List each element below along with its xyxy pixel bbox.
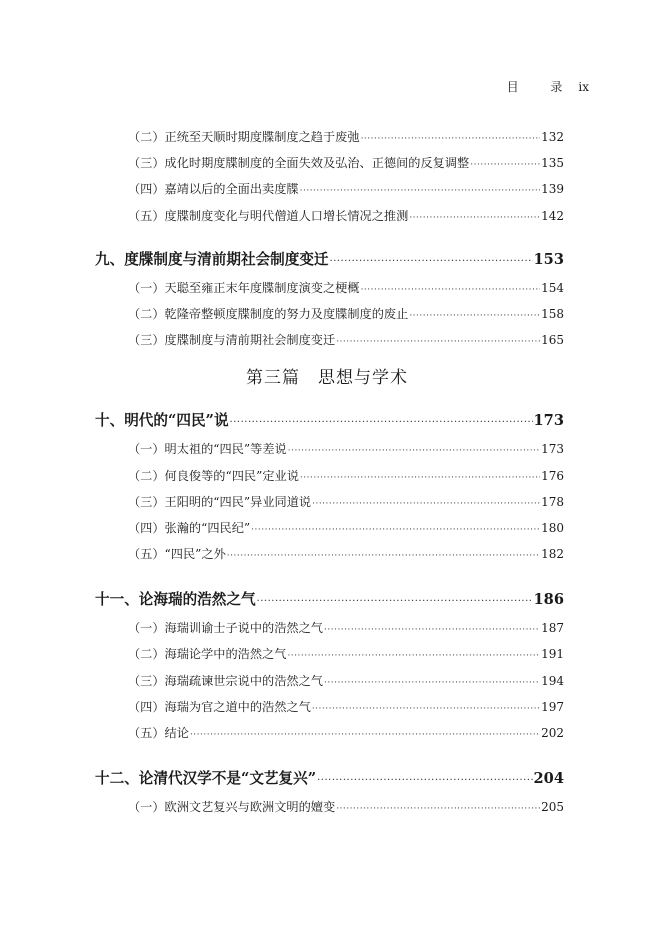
toc-entry[interactable] [90, 515, 564, 541]
toc-chapter-label: 十、明代的“四民”说 [95, 412, 229, 430]
toc-entry-label: （五）“四民”之外 [128, 547, 226, 562]
part-title: 第三篇 思想与学术 [246, 368, 408, 389]
toc-entry[interactable] [90, 489, 564, 515]
toc-entry[interactable] [90, 694, 564, 720]
leader-dots [409, 301, 540, 329]
toc-entry-label: （三）度牒制度与清前期社会制度变迁 [128, 333, 336, 348]
toc-chapter-page: 173 [533, 412, 564, 430]
leader-dots [300, 176, 540, 204]
leader-dots [409, 203, 540, 231]
toc-entry[interactable] [90, 275, 564, 301]
leader-dots [287, 641, 540, 669]
leader-dots [230, 406, 533, 438]
table-of-contents [90, 124, 564, 820]
toc-chapter-page: 204 [533, 770, 564, 788]
toc-entry-label: （一）天聪至雍正末年度牒制度演变之梗概 [128, 280, 360, 295]
toc-entry-label: （二）何良俊等的“四民”定业说 [128, 468, 299, 483]
leader-dots [190, 720, 540, 748]
toc-entry-label: （二）海瑞论学中的浩然之气 [128, 647, 287, 662]
toc-chapter[interactable] [90, 245, 564, 275]
toc-entry-page: 142 [541, 208, 564, 223]
toc-entry[interactable] [90, 720, 564, 746]
toc-entry-page: 135 [541, 156, 564, 171]
toc-entry-label: （四）海瑞为官之道中的浩然之气 [128, 699, 311, 714]
toc-entry-page: 180 [541, 520, 564, 535]
toc-entry-page: 202 [541, 726, 564, 740]
leader-dots [288, 436, 540, 464]
leader-dots [251, 515, 540, 543]
leader-dots [361, 275, 541, 303]
leader-dots [317, 764, 532, 796]
toc-entry-page: 176 [541, 468, 564, 483]
toc-entry-page: 191 [541, 647, 564, 662]
toc-entry-page: 132 [541, 130, 564, 144]
leader-dots [470, 150, 540, 178]
toc-entry-page: 158 [541, 306, 564, 321]
leader-dots [324, 615, 540, 643]
toc-entry[interactable] [90, 668, 564, 694]
toc-entry[interactable] [90, 176, 564, 202]
toc-entry-label: （三）王阳明的“四民”异业同道说 [128, 494, 312, 509]
toc-entry[interactable] [90, 124, 564, 150]
toc-entry[interactable] [90, 436, 564, 462]
toc-entry-label: （二）正统至天顺时期度牒制度之趋于废弛 [128, 130, 360, 144]
toc-entry-label: （四）嘉靖以后的全面出卖度牒 [128, 182, 299, 197]
toc-entry-page: 173 [541, 442, 564, 457]
header-page-number: ix [578, 80, 589, 94]
toc-entry[interactable] [90, 794, 564, 820]
toc-entry[interactable] [90, 327, 564, 353]
toc-chapter-label: 十二、论清代汉学不是“文艺复兴” [95, 770, 317, 788]
toc-entry[interactable] [90, 203, 564, 229]
toc-entry-label: （一）欧洲文艺复兴与欧洲文明的嬗变 [128, 800, 336, 815]
toc-chapter[interactable] [90, 406, 564, 436]
toc-entry-page: 178 [541, 494, 564, 509]
leader-dots [330, 245, 533, 277]
leader-dots [312, 694, 540, 722]
toc-entry-page: 139 [541, 182, 564, 197]
toc-entry-label: （二）乾隆帝整顿度牒制度的努力及度牒制度的废止 [128, 306, 409, 321]
toc-entry-label: （三）海瑞疏谏世宗说中的浩然之气 [128, 673, 323, 688]
toc-entry-label: （一）海瑞训谕士子说中的浩然之气 [128, 621, 323, 636]
toc-entry-page: 182 [541, 547, 564, 562]
toc-entry-label: （三）成化时期度牒制度的全面失效及弘治、正德间的反复调整 [128, 156, 470, 171]
toc-entry[interactable] [90, 615, 564, 641]
toc-chapter-label: 九、度牒制度与清前期社会制度变迁 [95, 250, 329, 268]
toc-entry-page: 197 [541, 699, 564, 714]
toc-entry-label: （一）明太祖的“四民”等差说 [128, 442, 287, 457]
toc-chapter[interactable] [90, 764, 564, 794]
toc-entry-page: 205 [541, 800, 564, 815]
toc-entry-label: （五）度牒制度变化与明代僧道人口增长情况之推测 [128, 208, 409, 223]
leader-dots [257, 585, 533, 617]
toc-entry-page: 194 [541, 673, 564, 688]
leader-dots [324, 668, 540, 696]
leader-dots [361, 124, 541, 152]
toc-entry[interactable] [90, 301, 564, 327]
toc-chapter-page: 186 [533, 591, 564, 609]
toc-entry-page: 187 [541, 621, 564, 636]
leader-dots [336, 327, 540, 355]
toc-chapter[interactable] [90, 585, 564, 615]
toc-entry-label: （五）结论 [128, 726, 189, 740]
running-header [507, 78, 589, 95]
leader-dots [336, 794, 540, 822]
toc-chapter-page: 153 [533, 250, 564, 268]
leader-dots [312, 489, 540, 517]
toc-entry-label: （四）张瀚的“四民纪” [128, 520, 251, 535]
leader-dots [227, 541, 540, 569]
toc-chapter-label: 十一、论海瑞的浩然之气 [95, 591, 256, 609]
toc-entry[interactable] [90, 150, 564, 176]
toc-entry[interactable] [90, 463, 564, 489]
toc-entry[interactable] [90, 641, 564, 667]
leader-dots [300, 463, 540, 491]
toc-entry-page: 165 [541, 333, 564, 348]
toc-entry-page: 154 [541, 280, 564, 295]
toc-entry[interactable] [90, 541, 564, 567]
header-title: 目 录 [506, 80, 577, 94]
